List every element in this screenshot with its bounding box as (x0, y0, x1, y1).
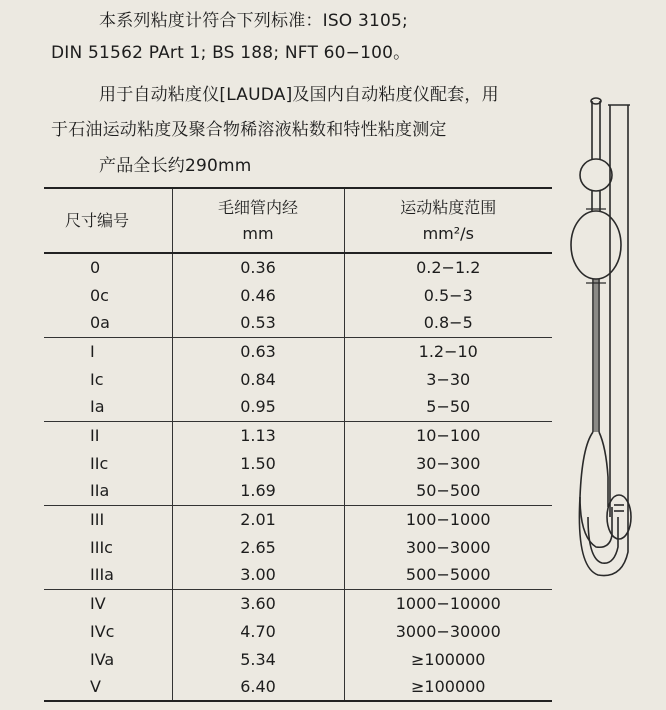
table-row (44, 505, 552, 533)
cell-range: ≥100000 (344, 673, 552, 701)
intro-line-standards: 本系列粘度计符合下列标准：ISO 3105; (99, 11, 408, 31)
cell-range: 0.2−1.2 (344, 253, 552, 281)
cell-range: 500−5000 (344, 561, 552, 589)
cell-diameter: 6.40 (172, 673, 344, 701)
cell-diameter: 1.50 (172, 449, 344, 477)
table-row (44, 421, 552, 449)
cell-diameter: 0.46 (172, 281, 344, 309)
cell-size: Ic (90, 369, 104, 389)
cell-size: IVa (90, 649, 115, 669)
cell-diameter: 5.34 (172, 645, 344, 673)
cell-range: 3000−30000 (344, 617, 552, 645)
cell-size: IIIa (90, 565, 114, 585)
cell-size: 0c (90, 285, 109, 305)
cell-diameter: 2.65 (172, 533, 344, 561)
cell-range: 0.5−3 (344, 281, 552, 309)
cell-range: 1.2−10 (344, 337, 552, 365)
cell-diameter: 4.70 (172, 617, 344, 645)
cell-diameter: 2.01 (172, 505, 344, 533)
intro-line-usage: 用于自动粘度仪[LAUDA]及国内自动粘度仪配套，用 (99, 85, 499, 105)
cell-diameter: 0.95 (172, 393, 344, 421)
cell-size: III (90, 509, 105, 529)
header-range (344, 188, 552, 253)
table-row (44, 617, 552, 645)
cell-size: I (90, 341, 95, 361)
cell-size: IV (90, 593, 106, 613)
cell-size: IIIc (90, 537, 113, 557)
cell-range: 300−3000 (344, 533, 552, 561)
header-diameter-label: 毛细管内经 (217, 197, 298, 217)
cell-size: Ia (90, 397, 105, 417)
table-row (44, 561, 552, 589)
intro-line-length: 产品全长约290mm (99, 156, 252, 176)
cell-size: IIa (90, 481, 110, 501)
cell-range: 100−1000 (344, 505, 552, 533)
cell-range: 1000−10000 (344, 589, 552, 617)
cell-size: IIc (90, 453, 109, 473)
table-row (44, 449, 552, 477)
intro-line-standards-cont: DIN 51562 PArt 1; BS 188; NFT 60−100。 (51, 43, 411, 63)
cell-range: 10−100 (344, 421, 552, 449)
cell-range: 0.8−5 (344, 309, 552, 337)
cell-diameter: 1.69 (172, 477, 344, 505)
cell-diameter: 0.53 (172, 309, 344, 337)
header-diameter (172, 188, 344, 253)
viscometer-spec-table (44, 187, 552, 702)
cell-range: 5−50 (344, 393, 552, 421)
intro-line-usage-cont: 于石油运动粘度及聚合物稀溶液粘数和特性粘度测定 (51, 120, 447, 140)
cell-size: IVc (90, 621, 115, 641)
header-range-unit: mm²/s (422, 223, 474, 243)
cell-range: 3−30 (344, 365, 552, 393)
table-row (44, 673, 552, 701)
cell-diameter: 0.63 (172, 337, 344, 365)
table-row (44, 589, 552, 617)
cell-size: II (90, 425, 100, 445)
table-row (44, 645, 552, 673)
table-row (44, 337, 552, 365)
viscometer-illustration (562, 97, 648, 587)
table-row (44, 309, 552, 337)
table-row (44, 477, 552, 505)
cell-size: 0 (90, 258, 101, 277)
cell-range: 50−500 (344, 477, 552, 505)
table-header-row (44, 188, 552, 253)
header-diameter-unit: mm (242, 223, 274, 243)
table-row (44, 393, 552, 421)
cell-range: 30−300 (344, 449, 552, 477)
cell-size: 0a (90, 313, 110, 333)
cell-diameter: 0.36 (172, 253, 344, 281)
cell-size: V (90, 677, 101, 696)
cell-diameter: 1.13 (172, 421, 344, 449)
cell-diameter: 3.00 (172, 561, 344, 589)
cell-diameter: 3.60 (172, 589, 344, 617)
table-row (44, 281, 552, 309)
header-size: 尺寸编号 (65, 210, 130, 230)
table-row (44, 533, 552, 561)
header-range-label: 运动粘度范围 (400, 197, 497, 217)
table-row (44, 365, 552, 393)
cell-range: ≥100000 (344, 645, 552, 673)
cell-diameter: 0.84 (172, 365, 344, 393)
table-row (44, 253, 552, 281)
